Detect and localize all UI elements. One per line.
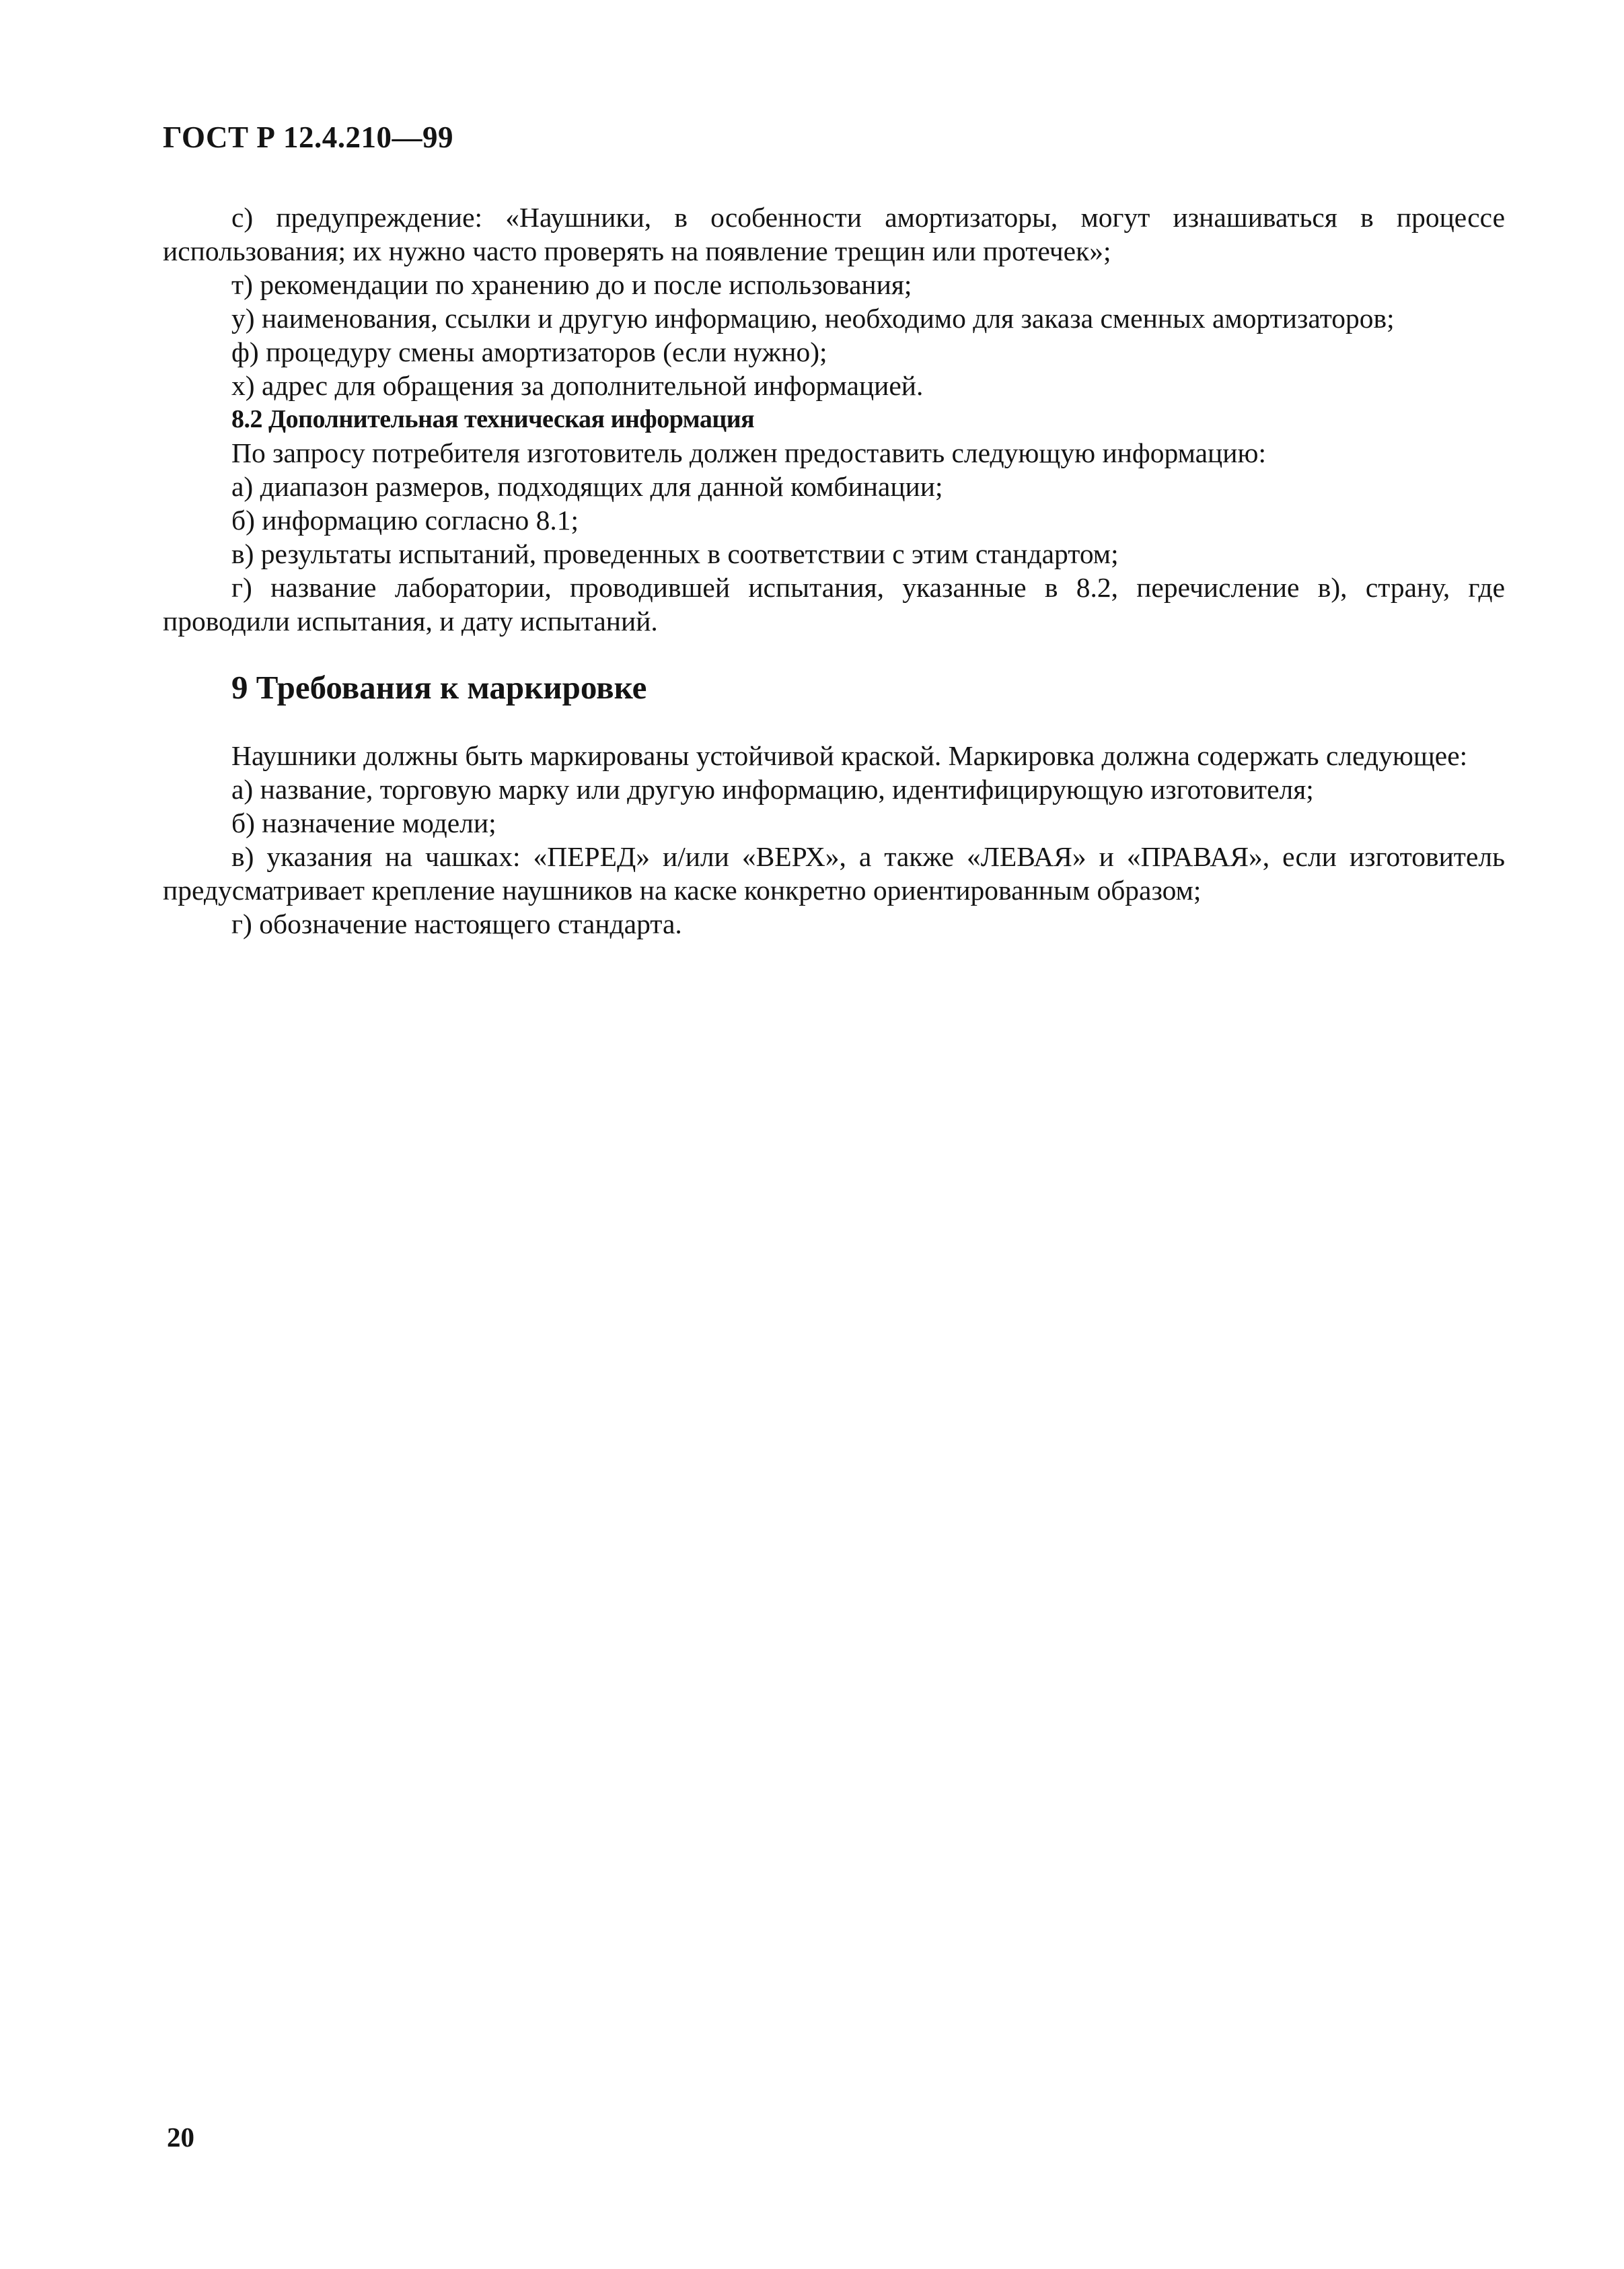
spacer <box>163 708 1505 739</box>
list-item-8-2-a: а) диапазон размеров, подходящих для данной комбинации; <box>231 471 943 502</box>
spacer <box>163 638 1505 668</box>
list-item-f: ф) процедуру смены амортизаторов (если нужно); <box>231 336 827 367</box>
list-item-8-2-g: г) название лаборатории, проводившей испытания, указанные в 8.2, перечисление в), страну, где проводили испытания, и дату испытаний. <box>163 572 1505 637</box>
page-number: 20 <box>167 2122 194 2153</box>
document-body <box>163 201 1505 941</box>
list-item-9-v: в) указания на чашках: «ПЕРЕД» и/или «ВЕРХ», а также «ЛЕВАЯ» и «ПРАВАЯ», если изготовитель предусматривает крепление наушников на каске конкретно ориентированным образом; <box>163 841 1505 906</box>
subsection-heading-8-2: 8.2 Дополнительная техническая информация <box>231 405 755 433</box>
section-9-intro: Наушники должны быть маркированы устойчивой краской. Маркировка должна содержать следующее: <box>231 740 1468 771</box>
list-item-9-g: г) обозначение настоящего стандарта. <box>231 908 682 939</box>
list-item-t: т) рекомендации по хранению до и после использования; <box>231 269 912 300</box>
list-item-kh: х) адрес для обращения за дополнительной информацией. <box>231 370 924 401</box>
list-item-u: у) наименования, ссылки и другую информацию, необходимо для заказа сменных амортизаторов; <box>231 303 1395 334</box>
list-item-s: с) предупреждение: «Наушники, в особенности амортизаторы, могут изнашиваться в процессе использования; их нужно часто проверять на появление трещин или протечек»; <box>163 202 1505 266</box>
document-header: ГОСТ Р 12.4.210—99 <box>163 120 454 154</box>
list-item-8-2-b: б) информацию согласно 8.1; <box>231 505 579 536</box>
list-item-9-b: б) назначение модели; <box>231 807 496 838</box>
list-item-8-2-v: в) результаты испытаний, проведенных в соответствии с этим стандартом; <box>231 538 1119 569</box>
subsection-8-2-intro: По запросу потребителя изготовитель должен предоставить следующую информацию: <box>231 437 1266 468</box>
list-item-9-a: а) название, торговую марку или другую информацию, идентифицирующую изготовителя; <box>231 774 1314 805</box>
section-heading-9: 9 Требования к маркировке <box>231 669 647 706</box>
